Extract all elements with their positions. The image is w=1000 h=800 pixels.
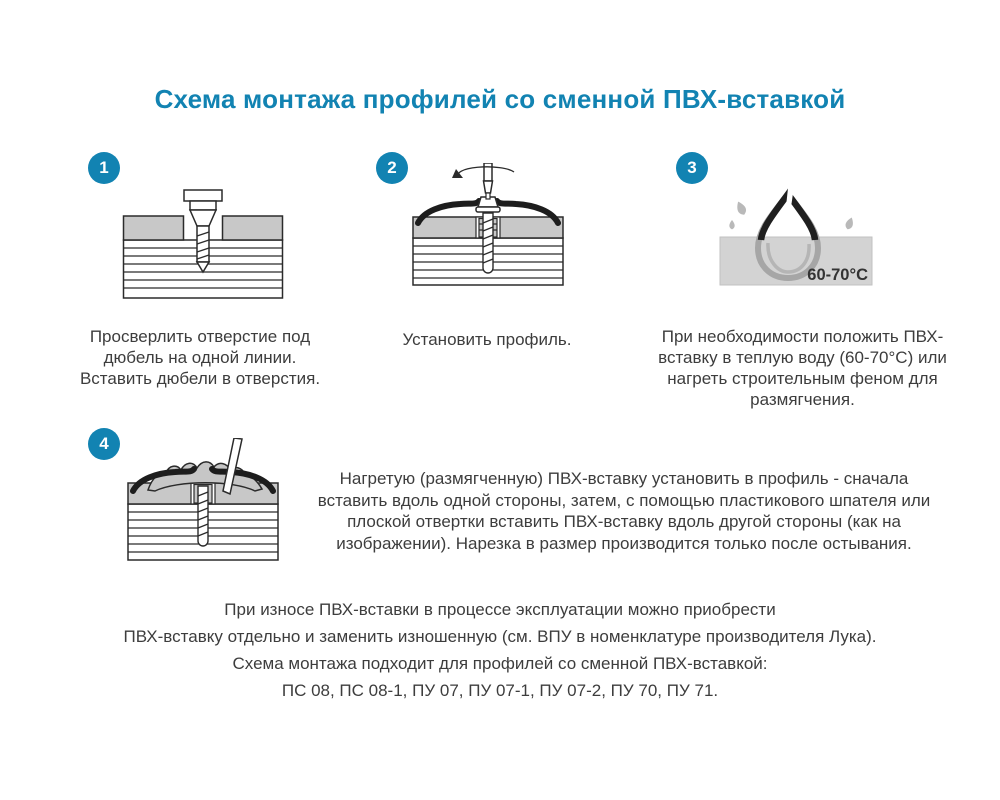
insert-pvc-illustration	[118, 438, 293, 566]
drill-hole-illustration	[122, 188, 284, 300]
step-3-number: 3	[687, 158, 697, 177]
step-1-number-badge	[88, 152, 120, 184]
step-2-number: 2	[387, 158, 397, 177]
footer-line: При износе ПВХ-вставки в процессе эксплуатации можно приобрести	[224, 600, 776, 619]
footer-line: Схема монтажа подходит для профилей со сменной ПВХ-вставкой:	[232, 654, 768, 673]
page-title: Схема монтажа профилей со сменной ПВХ-вставкой	[154, 84, 846, 114]
warm-water-bath-illustration	[706, 186, 890, 290]
step-2-caption: Установить профиль.	[402, 330, 572, 349]
step-3-number-badge	[676, 152, 708, 184]
footer-line: ПВХ-вставку отдельно и заменить изношенную (см. ВПУ в номенклатуре производителя Лука).	[123, 627, 877, 646]
rotation-arrow-icon	[452, 167, 514, 178]
screwdriver-profile-illustration	[408, 163, 568, 289]
step-2-number-badge	[376, 152, 408, 184]
screwdriver-icon	[484, 163, 493, 199]
step-3-caption: При необходимости положить ПВХ-вставку в теплую воду (60-70°С) или нагреть строительным феном для размягчения.	[658, 327, 947, 409]
step-4-caption: Нагретую (размягченную) ПВХ-вставку установить в профиль - сначала вставить вдоль одной стороны, затем, с помощью пластикового шпателя или плоской отвертки вставить ПВХ-вставку вдоль другой стороны (как на изображении). Нарезка в размер производится только после остывания.	[317, 469, 931, 553]
footer-note	[0, 596, 1000, 704]
step-1-number: 1	[99, 158, 109, 177]
step-4-number: 4	[99, 434, 109, 453]
footer-line: ПС 08, ПС 08-1, ПУ 07, ПУ 07-1, ПУ 07-2, ПУ 70, ПУ 71.	[281, 681, 719, 700]
step-4-number-badge	[88, 428, 120, 460]
step-1-caption: Просверлить отверстие под дюбель на одной линии. Вставить дюбели в отверстия.	[79, 327, 321, 388]
water-temperature-label: 60-70°C	[807, 266, 868, 284]
